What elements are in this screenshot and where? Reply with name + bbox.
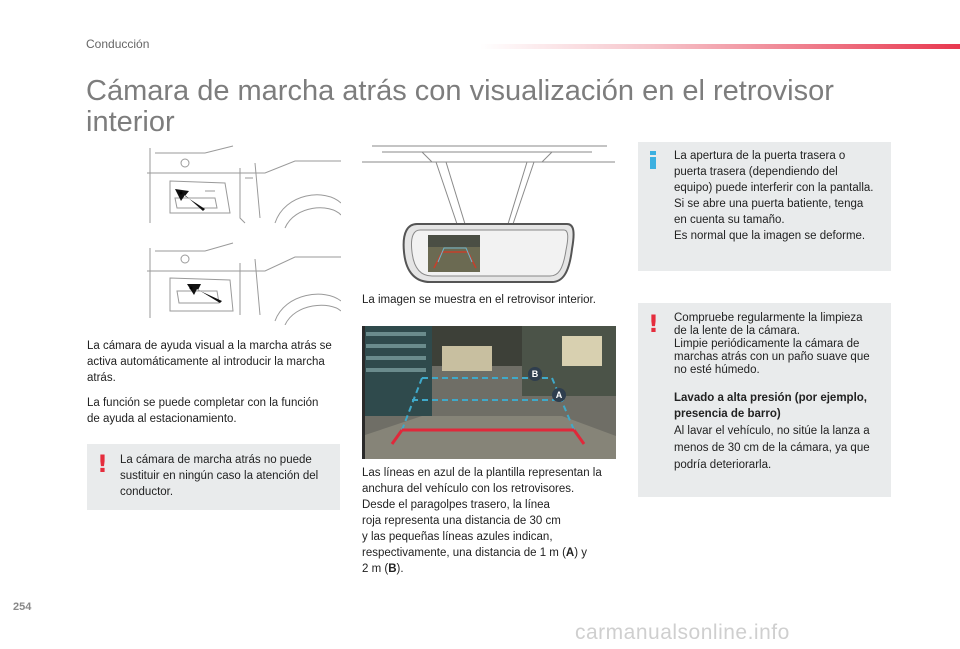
section-title: Conducción bbox=[86, 37, 150, 51]
pressure-wash-text: Al lavar el vehículo, no sitúe la lanza a menos de 30 cm de la cámara, ya que podría deteriorarla. bbox=[674, 425, 870, 471]
guide-lines-description bbox=[362, 465, 622, 577]
guide-text-line3: roja representa una distancia de 30 cm bbox=[362, 515, 561, 527]
info-line: equipo) puede interferir con la pantalla. bbox=[674, 182, 874, 194]
cleaning-line: no esté húmedo. bbox=[674, 364, 760, 376]
guide-label-a: A bbox=[555, 390, 563, 400]
page-number: 254 bbox=[13, 601, 32, 613]
parking-aid-text: La función se puede completar con la función de ayuda al estacionamiento. bbox=[87, 397, 319, 425]
cleaning-line: de la lente de la cámara. bbox=[674, 325, 800, 337]
cleaning-line: Compruebe regularmente la limpieza bbox=[674, 312, 863, 324]
lens-cleaning-text bbox=[674, 312, 886, 377]
info-line: Si se abre una puerta batiente, tenga bbox=[674, 198, 864, 210]
page-title: Cámara de marcha atrás con visualización en el retrovisor interior bbox=[86, 75, 834, 138]
info-line: La apertura de la puerta trasera o bbox=[674, 150, 846, 162]
warning-icon: ! bbox=[648, 310, 659, 338]
header-accent-bar bbox=[480, 44, 960, 49]
driver-attention-warning-text: La cámara de marcha atrás no puede sustituir en ningún caso la atención del conductor. bbox=[120, 454, 319, 498]
label-b-ref: B bbox=[388, 563, 397, 575]
guide-label-b: B bbox=[531, 369, 539, 379]
label-a-ref: A bbox=[565, 547, 575, 559]
mirror-caption: La imagen se muestra en el retrovisor interior. bbox=[362, 294, 596, 306]
guide-text-line2: Desde el paragolpes trasero, la línea bbox=[362, 499, 550, 511]
warning-icon: ! bbox=[97, 450, 108, 478]
guide-text-line4: y las pequeñas líneas azules indican, bbox=[362, 531, 553, 543]
watermark: carmanualsonline.info bbox=[575, 621, 790, 644]
car-rear-illustrations bbox=[145, 143, 341, 325]
guide-text-line5 bbox=[362, 545, 622, 561]
guide-text-line5-start: respectivamente, una distancia de 1 m ( bbox=[362, 547, 566, 559]
interior-mirror-illustration bbox=[362, 144, 615, 284]
guide-text-line6-start: 2 m ( bbox=[362, 563, 389, 575]
cleaning-line: marchas atrás con un paño suave que bbox=[674, 351, 870, 363]
camera-activation-text: La cámara de ayuda visual a la marcha atrás se activa automáticamente al introducir la marcha atrás. bbox=[87, 340, 332, 384]
camera-view-image bbox=[362, 326, 616, 459]
cleaning-line: Limpie periódicamente la cámara de bbox=[674, 338, 860, 350]
guide-text-line1: Las líneas en azul de la plantilla representan la anchura del vehículo con los retrovisores. bbox=[362, 467, 602, 495]
camera-cleaning-warning bbox=[638, 303, 891, 497]
info-line: puerta trasera (dependiendo del bbox=[674, 166, 838, 178]
driver-attention-warning bbox=[87, 444, 340, 510]
pressure-wash-heading: Lavado a alta presión (por ejemplo, presencia de barro) bbox=[674, 392, 867, 420]
rear-door-info-text bbox=[674, 148, 888, 244]
info-icon bbox=[650, 151, 656, 169]
guide-text-line6-end: ). bbox=[396, 563, 404, 575]
info-line: Es normal que la imagen se deforme. bbox=[674, 230, 866, 242]
guide-text-line6 bbox=[362, 561, 622, 577]
info-line: en cuenta su tamaño. bbox=[674, 214, 785, 226]
rear-door-info-box bbox=[638, 142, 891, 271]
guide-text-line5-end: ) y bbox=[574, 547, 588, 559]
